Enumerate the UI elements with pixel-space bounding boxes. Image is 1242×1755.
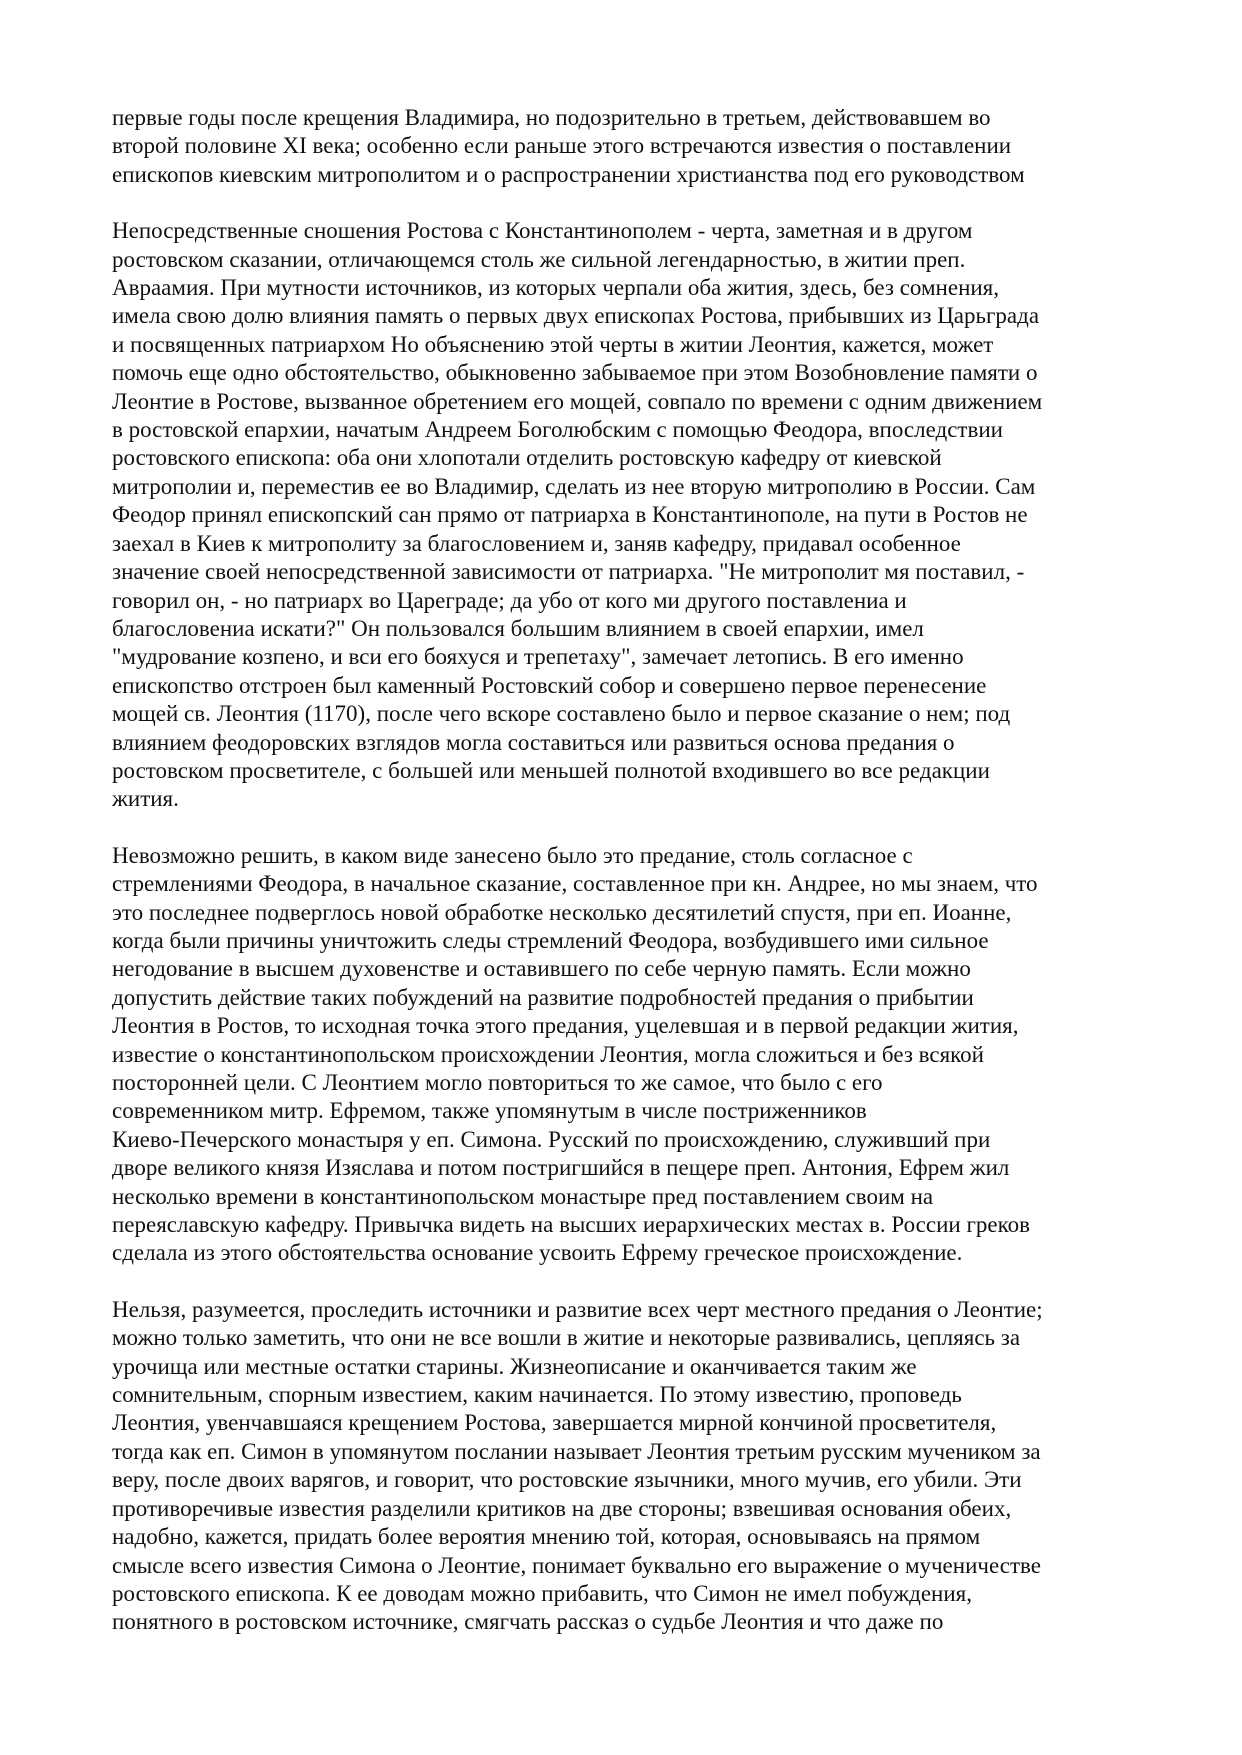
text-line: сомнительным, спорным известием, каким начинается. По этому известию, проповедь	[112, 1382, 962, 1408]
text-line: современником митр. Ефремом, также упомянутым в числе постриженников	[112, 1098, 867, 1124]
text-line: сделала из этого обстоятельства основание усвоить Ефрему греческое происхождение.	[112, 1240, 963, 1266]
text-line: можно только заметить, что они не все вошли в житие и некоторые развивались, цепляясь за	[112, 1325, 1021, 1351]
text-line: епископов киевским митрополитом и о распространении христианства под его руководством	[112, 161, 1025, 187]
text-line: митрополии и, переместив ее во Владимир, сделать из нее вторую митрополию в России. Сам	[112, 473, 1036, 499]
text-line: надобно, кажется, придать более вероятия мнению той, которая, основываясь на прямом	[112, 1524, 981, 1550]
paragraph-1	[112, 104, 1142, 189]
text-line: известие о константинопольском происхождении Леонтия, могла сложиться и без всякой	[112, 1041, 984, 1067]
text-line: это последнее подверглось новой обработке несколько десятилетий спустя, при еп. Иоанне,	[112, 899, 1012, 925]
text-line: понятного в ростовском источнике, смягчать рассказ о судьбе Леонтия и что даже по	[112, 1609, 944, 1635]
text-line: веру, после двоих варягов, и говорит, что ростовские язычники, много мучив, его убили. Эти	[112, 1467, 1022, 1493]
text-line: смысле всего известия Симона о Леонтие, понимает буквально его выражение о мученичестве	[112, 1552, 1041, 1578]
text-line: заехал в Киев к митрополиту за благословением и, заняв кафедру, придавал особенное	[112, 530, 961, 556]
text-line: в ростовской епархии, начатым Андреем Боголюбским с помощью Феодора, впоследствии	[112, 417, 1003, 443]
text-line: говорил он, - но патриарх во Цареграде; да убо от кого ми другого поставлениа и	[112, 587, 907, 613]
text-line: Киево-Печерского монастыря у еп. Симона. Русский по происхождению, служивший при	[112, 1126, 991, 1152]
text-line: жития.	[112, 786, 179, 812]
text-line: тогда как еп. Симон в упомянутом послании называет Леонтия третьим русским мучеником за	[112, 1438, 1041, 1464]
text-line: Авраамия. При мутности источников, из которых черпали оба жития, здесь, без сомнения,	[112, 275, 1000, 301]
text-line: посторонней цели. С Леонтием могло повториться то же самое, что было с его	[112, 1070, 883, 1095]
text-line: Леонтие в Ростове, вызванное обретением его мощей, совпало по времени с одним движением	[112, 388, 1043, 414]
text-line: помочь еще одно обстоятельство, обыкновенно забываемое при этом Возобновление памяти о	[112, 360, 1038, 386]
text-line: ростовского епископа: оба они хлопотали отделить ростовскую кафедру от киевской	[112, 445, 942, 471]
text-line: влиянием феодоровских взглядов могла составиться или развиться основа предания о	[112, 729, 955, 755]
text-line: стремлениями Феодора, в начальное сказание, составленное при кн. Андрее, но мы знаем, что	[112, 871, 1038, 897]
text-line: значение своей непосредственной зависимости от патриарха. "Не митрополит мя поставил, -	[112, 559, 1025, 585]
text-line: епископство отстроен был каменный Ростовский собор и совершено первое перенесение	[112, 672, 987, 698]
text-line: противоречивые известия разделили критиков на две стороны; взвешивая основания обеих,	[112, 1495, 1012, 1521]
text-line: "мудрование козпено, и вси его бояхуся и трепетаху", замечает летопись. В его именно	[112, 644, 964, 670]
text-line: благословениа искати?" Он пользовался большим влиянием в своей епархии, имел	[112, 615, 924, 641]
text-line: ростовском сказании, отличающемся столь же сильной легендарностью, в житии преп.	[112, 246, 966, 272]
text-line: и посвященных патриархом Но объяснению этой черты в житии Леонтия, кажется, может	[112, 331, 994, 357]
text-line: первые годы после крещения Владимира, но подозрительно в третьем, действовавшем во	[112, 105, 991, 130]
text-line: негодование в высшем духовенстве и оставившего по себе черную память. Если можно	[112, 956, 971, 982]
text-line: Непосредственные сношения Ростова с Константинополем - черта, заметная и в другом	[112, 218, 973, 244]
text-line: Нельзя, разумеется, проследить источники и развитие всех черт местного предания о Леонтие;	[112, 1296, 1043, 1322]
text-line: урочища или местные остатки старины. Жизнеописание и оканчивается таким же	[112, 1353, 917, 1379]
text-line: дворе великого князя Изяслава и потом постригшийся в пещере преп. Антония, Ефрем жил	[112, 1155, 1010, 1181]
document-page	[112, 104, 1142, 1665]
paragraph-3	[112, 842, 1142, 1268]
text-line: Леонтия, увенчавшаяся крещением Ростова, завершается мирной кончиной просветителя,	[112, 1410, 997, 1436]
text-line: когда были причины уничтожить следы стремлений Феодора, возбудившего ими сильное	[112, 927, 989, 953]
text-line: второй половине XI века; особенно если раньше этого встречаются известия о поставлении	[112, 133, 1012, 159]
paragraph-2	[112, 217, 1142, 814]
text-line: ростовского епископа. К ее доводам можно прибавить, что Симон не имел побуждения,	[112, 1580, 972, 1606]
text-line: допустить действие таких побуждений на развитие подробностей предания о прибытии	[112, 984, 974, 1010]
text-line: Невозможно решить, в каком виде занесено было это предание, столь согласное с	[112, 842, 913, 868]
text-line: ростовском просветителе, с большей или меньшей полнотой входившего во все редакции	[112, 757, 990, 783]
text-line: мощей св. Леонтия (1170), после чего вскоре составлено было и первое сказание о нем; под	[112, 701, 1011, 727]
text-line: Феодор принял епископский сан прямо от патриарха в Константинополе, на пути в Ростов не	[112, 502, 1028, 528]
text-line: переяславскую кафедру. Привычка видеть на высших иерархических местах в. России греков	[112, 1212, 1030, 1238]
text-line: несколько времени в константинопольском монастыре пред поставлением своим на	[112, 1183, 934, 1209]
text-line: имела свою долю влияния память о первых двух епископах Ростова, прибывших из Царьграда	[112, 303, 1040, 329]
text-line: Леонтия в Ростов, то исходная точка этого предания, уцелевшая и в первой редакции жития,	[112, 1013, 1019, 1039]
paragraph-4	[112, 1296, 1142, 1637]
